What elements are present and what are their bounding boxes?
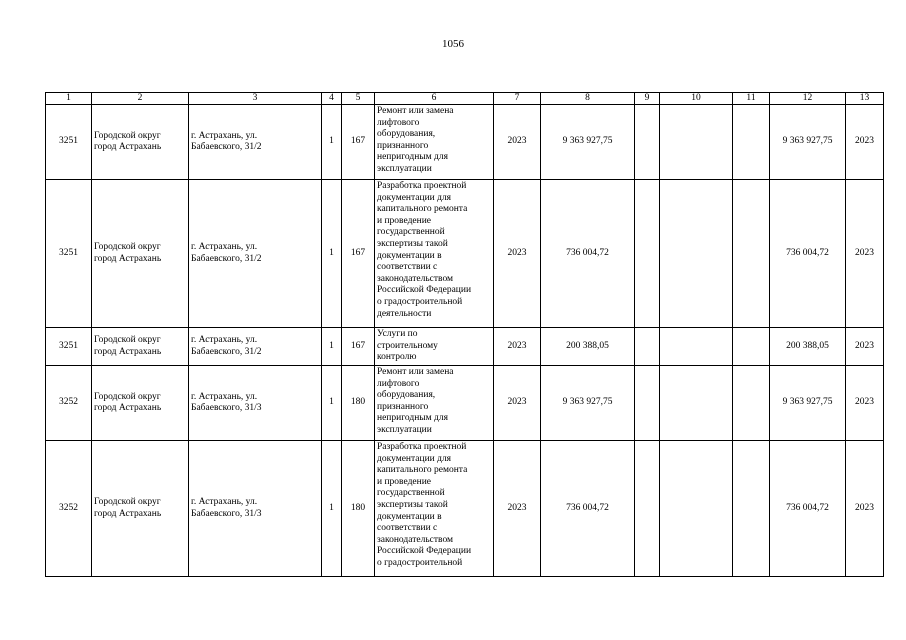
cell-work-description: Ремонт или замена лифтового оборудования, признанного непригодным для эксплуатации (375, 105, 494, 180)
cell-cost: 200 388,05 (541, 328, 635, 366)
cell-work-description: Ремонт или замена лифтового оборудования, признанного непригодным для эксплуатации (375, 366, 494, 441)
cell-address: г. Астрахань, ул. Бабаевского, 31/2 (189, 328, 322, 366)
cell-year: 2023 (494, 328, 541, 366)
column-header: 9 (635, 93, 660, 105)
cell-col11 (733, 441, 770, 577)
column-header: 1 (46, 93, 92, 105)
column-header: 4 (322, 93, 342, 105)
cell-col9 (635, 328, 660, 366)
page-number: 1056 (442, 38, 464, 50)
cell-year-end: 2023 (846, 180, 884, 328)
cell-number: 3251 (46, 105, 92, 180)
cell-year-end: 2023 (846, 441, 884, 577)
cell-work-description: Разработка проектной документации для капитального ремонта и проведение государственной экспертизы такой документации в соответствии с законодательством Российской Федерации о градостроительной деятельности (375, 180, 494, 328)
cell-col10 (660, 328, 733, 366)
cell-col4: 1 (322, 180, 342, 328)
cell-total: 200 388,05 (770, 328, 846, 366)
cell-municipality: Городской округ город Астрахань (92, 328, 189, 366)
cell-address: г. Астрахань, ул. Бабаевского, 31/3 (189, 441, 322, 577)
cell-col4: 1 (322, 105, 342, 180)
cell-total: 9 363 927,75 (770, 366, 846, 441)
cell-number: 3251 (46, 328, 92, 366)
cell-cost: 736 004,72 (541, 180, 635, 328)
cell-year: 2023 (494, 441, 541, 577)
column-header: 12 (770, 93, 846, 105)
cell-col11 (733, 328, 770, 366)
table-row (46, 366, 884, 441)
cell-col4: 1 (322, 441, 342, 577)
cell-address: г. Астрахань, ул. Бабаевского, 31/3 (189, 366, 322, 441)
cell-cost: 9 363 927,75 (541, 366, 635, 441)
cell-col9 (635, 441, 660, 577)
cell-col5: 167 (342, 105, 375, 180)
table-row (46, 180, 884, 328)
cell-number: 3252 (46, 441, 92, 577)
cell-year-end: 2023 (846, 328, 884, 366)
cell-col9 (635, 180, 660, 328)
cell-total: 736 004,72 (770, 441, 846, 577)
cell-municipality: Городской округ город Астрахань (92, 441, 189, 577)
data-table (45, 92, 884, 577)
column-header: 3 (189, 93, 322, 105)
column-header: 8 (541, 93, 635, 105)
column-header: 2 (92, 93, 189, 105)
cell-total: 736 004,72 (770, 180, 846, 328)
cell-year-end: 2023 (846, 366, 884, 441)
cell-total: 9 363 927,75 (770, 105, 846, 180)
cell-municipality: Городской округ город Астрахань (92, 105, 189, 180)
column-header: 10 (660, 93, 733, 105)
table-row (46, 328, 884, 366)
cell-col9 (635, 105, 660, 180)
cell-col11 (733, 366, 770, 441)
cell-cost: 736 004,72 (541, 441, 635, 577)
cell-municipality: Городской округ город Астрахань (92, 366, 189, 441)
cell-work-description: Услуги по строительному контролю (375, 328, 494, 366)
column-header: 7 (494, 93, 541, 105)
cell-col5: 180 (342, 366, 375, 441)
cell-col10 (660, 180, 733, 328)
cell-year: 2023 (494, 105, 541, 180)
table-row (46, 441, 884, 577)
cell-year-end: 2023 (846, 105, 884, 180)
column-header: 6 (375, 93, 494, 105)
cell-col11 (733, 105, 770, 180)
cell-number: 3252 (46, 366, 92, 441)
cell-cost: 9 363 927,75 (541, 105, 635, 180)
cell-col5: 180 (342, 441, 375, 577)
cell-address: г. Астрахань, ул. Бабаевского, 31/2 (189, 180, 322, 328)
cell-col10 (660, 105, 733, 180)
cell-col10 (660, 366, 733, 441)
column-header: 13 (846, 93, 884, 105)
cell-number: 3251 (46, 180, 92, 328)
cell-col4: 1 (322, 328, 342, 366)
cell-address: г. Астрахань, ул. Бабаевского, 31/2 (189, 105, 322, 180)
table-row (46, 105, 884, 180)
cell-col11 (733, 180, 770, 328)
cell-col5: 167 (342, 328, 375, 366)
column-header: 11 (733, 93, 770, 105)
cell-col5: 167 (342, 180, 375, 328)
cell-col10 (660, 441, 733, 577)
cell-year: 2023 (494, 366, 541, 441)
cell-municipality: Городской округ город Астрахань (92, 180, 189, 328)
cell-col4: 1 (322, 366, 342, 441)
table-header-row (46, 93, 884, 105)
cell-col9 (635, 366, 660, 441)
cell-work-description: Разработка проектной документации для капитального ремонта и проведение государственной экспертизы такой документации в соответствии с законодательством Российской Федерации о градостроительной (375, 441, 494, 577)
cell-year: 2023 (494, 180, 541, 328)
column-header: 5 (342, 93, 375, 105)
